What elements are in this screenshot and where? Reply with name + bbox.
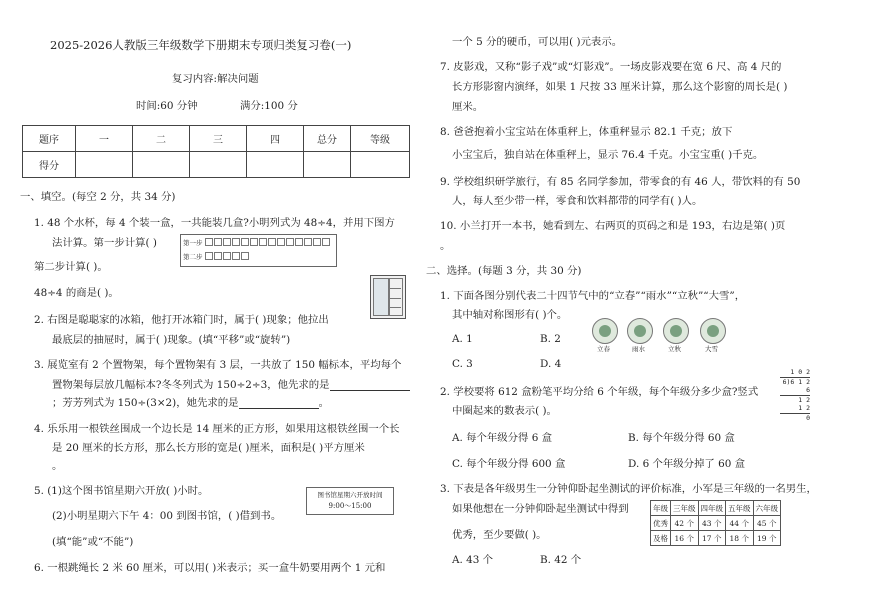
- fridge-icon: [370, 275, 406, 319]
- header-cell: 三: [190, 126, 247, 152]
- c1-option-c[interactable]: C. 3: [452, 358, 473, 370]
- q4-line2: 是 20 厘米的长方形，那么长方形的宽是( )厘米，面积是( )平方厘米: [52, 442, 365, 454]
- header-cell: 四: [247, 126, 304, 152]
- c2-option-d[interactable]: D. 6 个年级分掉了 60 盒: [628, 458, 746, 470]
- step2-grid: [205, 252, 249, 260]
- score-cell[interactable]: [190, 152, 247, 178]
- c1-option-d[interactable]: D. 4: [540, 358, 562, 370]
- q8-line2: 小宝宝后，独自站在体重秤上，显示 76.4 千克。小宝宝重( )千克。: [452, 149, 764, 161]
- q1-line3: 第二步计算( )。: [34, 261, 108, 273]
- step2-label: 第二步: [183, 253, 203, 261]
- c1-line2: 其中轴对称图形有( )个。: [452, 309, 568, 321]
- liqiu-icon: [663, 318, 689, 344]
- table-header: 五年级: [726, 501, 754, 516]
- c3-line3: 优秀，至少要做( )。: [452, 529, 547, 541]
- yushui-icon: [627, 318, 653, 344]
- solar-label: 立秋: [668, 345, 681, 353]
- table-cell: 16 个: [671, 531, 699, 546]
- q1-line1: 1. 48 个水杯，每 4 个装一盒，一共能装几盒?小明列式为 48÷4，并用下图方: [34, 217, 395, 229]
- q7-line1: 7. 皮影戏，又称“影子戏”或“灯影戏”。一场皮影戏要在宽 6 尺、高 4 尺的: [440, 61, 782, 73]
- score-cell[interactable]: [247, 152, 304, 178]
- step1-label: 第一步: [183, 239, 203, 247]
- q3-line3: ；芳芳列式为 150÷(3×2)，她先求的是 。: [52, 397, 329, 409]
- q10-line1: 10. 小兰打开一本书，她看到左、右两页的页码之和是 193，右边是第( )页: [440, 220, 786, 232]
- table-cell: 42 个: [671, 516, 699, 531]
- solar-label: 大雪: [705, 345, 718, 353]
- full-score: 满分:100 分: [240, 100, 298, 112]
- q6-line1: 6. 一根跳绳长 2 米 60 厘米，可以用( )米表示；买一盒牛奶要用两个 1 元和: [34, 562, 386, 574]
- score-row-label: 得分: [23, 152, 76, 178]
- lichun-icon: [592, 318, 618, 344]
- table-header: 年级: [651, 501, 671, 516]
- header-cell: 等级: [351, 126, 410, 152]
- score-cell[interactable]: [76, 152, 133, 178]
- q7-line2: 长方形影窗内演绎，如果 1 尺按 33 厘米计算，那么这个影窗的周长是( ): [452, 81, 788, 93]
- c2-option-c[interactable]: C. 每个年级分得 600 盒: [452, 458, 566, 470]
- q9-line1: 9. 学校组织研学旅行，有 85 名同学参加，带零食的有 46 人，带饮料的有 50: [440, 176, 801, 188]
- time-limit: 时间:60 分钟: [136, 100, 198, 112]
- page-title: 2025-2026人教版三年级数学下册期末专项归类复习卷(一): [50, 38, 352, 52]
- score-table: [22, 125, 410, 178]
- q4-line1: 4. 乐乐用一根铁丝围成一个边长是 14 厘米的正方形，如果用这根铁丝围一个长: [34, 423, 400, 435]
- q5-line1: 5. (1)这个图书馆星期六开放( )小时。: [34, 485, 209, 497]
- q7-line3: 厘米。: [452, 101, 484, 113]
- table-header: 四年级: [698, 501, 726, 516]
- table-cell: 优秀: [651, 516, 671, 531]
- table-header: 六年级: [753, 501, 781, 516]
- q1-line2: 法计算。第一步计算( ): [52, 237, 157, 249]
- c3-option-a[interactable]: A. 43 个: [452, 554, 494, 566]
- c2-option-b[interactable]: B. 每个年级分得 60 盒: [628, 432, 735, 444]
- header-cell: 总分: [304, 126, 351, 152]
- step1-grid: [205, 238, 330, 246]
- q1-line4: 48÷4 的商是( )。: [34, 287, 119, 299]
- table-cell: 45 个: [753, 516, 781, 531]
- q8-line1: 8. 爸爸抱着小宝宝站在体重秤上，体重秤显示 82.1 千克；放下: [440, 126, 733, 138]
- table-cell: 17 个: [698, 531, 726, 546]
- sign-time: 9:00～15:00: [328, 502, 372, 510]
- q10-line2: 。: [440, 240, 451, 252]
- situp-standard-table: [650, 500, 781, 546]
- solar-label: 雨水: [632, 345, 645, 353]
- score-cell[interactable]: [304, 152, 351, 178]
- c3-option-b[interactable]: B. 42 个: [540, 554, 582, 566]
- long-division-figure: [780, 368, 810, 426]
- division-remainder: 0: [780, 413, 810, 423]
- division-step: 1 2: [798, 404, 810, 412]
- q5-line2: (2)小明星期六下午 4：00 到图书馆，( )借到书。: [52, 510, 282, 522]
- table-cell: 18 个: [726, 531, 754, 546]
- review-content: 复习内容:解决问题: [172, 73, 259, 85]
- q3-line1: 3. 展览室有 2 个置物架，每个置物架有 3 层，一共放了 150 幅标本，平均每个: [34, 359, 402, 371]
- division-step: 6: [806, 386, 810, 394]
- daxue-icon: [700, 318, 726, 344]
- solar-label: 立春: [597, 345, 610, 353]
- sign-title: 图书馆星期六开放时间: [317, 491, 383, 499]
- header-cell: 二: [133, 126, 190, 152]
- division-quotient: 1 0 2: [790, 368, 810, 376]
- score-cell[interactable]: [133, 152, 190, 178]
- c3-line2: 如果他想在一分钟仰卧起坐测试中得到: [452, 503, 629, 515]
- c1-line1: 1. 下面各图分别代表二十四节气中的“立春”“雨水”“立秋”“大雪”，: [440, 290, 746, 302]
- q6-line2: 一个 5 分的硬币，可以用( )元表示。: [452, 36, 623, 48]
- division-dividend: 6)6 1 2: [780, 377, 810, 387]
- q4-line3: 。: [52, 460, 63, 472]
- section-1-heading: 一、填空。(每空 2 分，共 34 分): [20, 191, 176, 203]
- c2-line2: 中圈起来的数表示( )。: [452, 405, 557, 417]
- header-cell: 一: [76, 126, 133, 152]
- c2-option-a[interactable]: A. 每个年级分得 6 盒: [452, 432, 553, 444]
- table-header: 三年级: [671, 501, 699, 516]
- q2-line1: 2. 右图是聪聪家的冰箱，他打开冰箱门时，属于( )现象；他拉出: [34, 314, 329, 326]
- q1-grid-figure: [180, 234, 337, 267]
- library-sign: [306, 487, 394, 515]
- section-2-heading: 二、选择。(每题 3 分，共 30 分): [426, 265, 582, 277]
- table-cell: 19 个: [753, 531, 781, 546]
- c1-option-b[interactable]: B. 2: [540, 333, 561, 345]
- q3-line2: 置物架每层放几幅标本?冬冬列式为 150÷2÷3，他先求的是: [52, 376, 410, 391]
- q2-line2: 最底层的抽屉时，属于( )现象。(填“平移”或“旋转”): [52, 334, 291, 346]
- table-cell: 及格: [651, 531, 671, 546]
- division-step: 1 2: [780, 395, 810, 405]
- q9-line2: 人，每人至少带一样，零食和饮料都带的同学有( )人。: [452, 195, 703, 207]
- table-cell: 43 个: [698, 516, 726, 531]
- q5-line3: (填“能”或“不能”): [52, 536, 134, 548]
- header-cell: 题序: [23, 126, 76, 152]
- table-cell: 44 个: [726, 516, 754, 531]
- c2-line1: 2. 学校要将 612 盒粉笔平均分给 6 个年级，每个年级分多少盒?竖式: [440, 386, 759, 398]
- score-cell[interactable]: [351, 152, 410, 178]
- c3-line1: 3. 下表是各年级男生一分钟仰卧起坐测试的评价标准，小军是三年级的一名男生，: [440, 483, 817, 495]
- c1-option-a[interactable]: A. 1: [452, 333, 473, 345]
